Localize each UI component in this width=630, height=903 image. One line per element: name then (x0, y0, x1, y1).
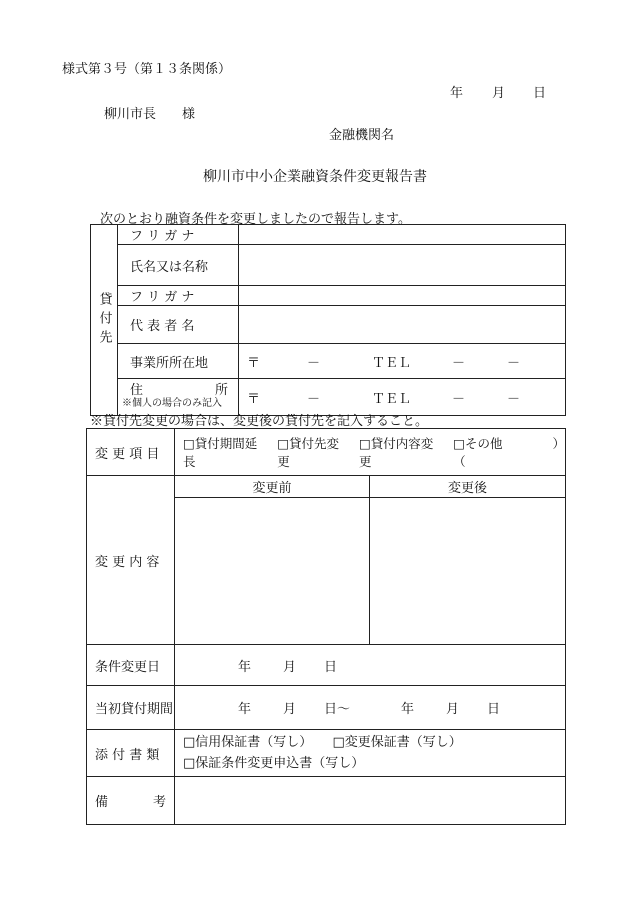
document-title: 柳川市中小企業融資条件変更報告書 (203, 169, 427, 185)
borrower-section-label: 貸付先 (91, 225, 118, 416)
representative-label: 代 表 者 名 (118, 306, 239, 344)
home-address-field[interactable]: 〒 － ＴＥＬ － － (239, 379, 566, 416)
remarks-field[interactable] (175, 777, 566, 825)
representative-field[interactable] (239, 306, 566, 344)
office-address-label: 事業所所在地 (118, 344, 239, 379)
option-other[interactable]: □その他（ (453, 436, 503, 469)
borrower-table (90, 224, 566, 416)
attachments-label: 添 付 書 類 (87, 730, 175, 777)
name-label: 氏名又は名称 (118, 245, 239, 286)
change-items-options (175, 429, 566, 476)
attach-change-guarantee[interactable]: □変更保証書（写し） (332, 735, 462, 750)
furigana-label-2: フ リ ガ ナ (118, 286, 239, 306)
addressee: 柳川市長 様 (104, 107, 196, 122)
change-date-field[interactable]: 年 月 日 (175, 645, 566, 686)
date-day-label: 日 (533, 86, 547, 101)
home-note: ※個人の場合のみ記入 (122, 398, 222, 409)
attach-credit-guarantee[interactable]: □信用保証書（写し） (183, 735, 313, 750)
attachments-options (175, 730, 566, 777)
institution-label: 金融機関名 (329, 128, 395, 143)
change-table (86, 428, 566, 825)
furigana-field-1[interactable] (239, 225, 566, 245)
before-header: 変更前 (175, 476, 370, 498)
office-address-field[interactable] (239, 344, 566, 379)
tel-dash-1: － (452, 355, 466, 371)
name-field[interactable] (239, 245, 566, 286)
furigana-label-1: フ リ ガ ナ (118, 225, 239, 245)
remarks-label: 備 考 (87, 777, 175, 825)
borrower-change-note: ※貸付先変更の場合は、変更後の貸付先を記入すること。 (90, 414, 429, 429)
change-items-label: 変 更 項 目 (87, 429, 175, 476)
attach-condition-change-request[interactable]: □保証条件変更申込書（写し） (183, 756, 365, 771)
date-month-label: 月 (492, 86, 506, 101)
intro-text: 次のとおり融資条件を変更しましたので報告します。 (100, 212, 411, 227)
option-other-close: ） (552, 436, 566, 451)
option-content-change[interactable]: □貸付内容変更 (358, 436, 434, 469)
after-field[interactable] (370, 498, 566, 645)
change-content-label: 変 更 内 容 (87, 476, 175, 645)
option-period-extension[interactable]: □貸付期間延長 (183, 436, 258, 469)
home-address-label: 住 所 ※個人の場合のみ記入 (118, 379, 239, 416)
initial-period-field[interactable]: 年 月 日～ 年 月 日 (175, 686, 566, 730)
furigana-field-2[interactable] (239, 286, 566, 306)
form-number: 様式第３号（第１３条関係） (62, 62, 232, 77)
after-header: 変更後 (370, 476, 566, 498)
postal-mark: 〒 (247, 355, 261, 371)
change-date-label: 条件変更日 (87, 645, 175, 686)
tel-label: ＴＥＬ (372, 355, 412, 371)
initial-period-label: 当初貸付期間 (87, 686, 175, 730)
option-borrower-change[interactable]: □貸付先変更 (277, 436, 339, 469)
tel-dash-2: － (507, 355, 521, 371)
postal-dash: － (307, 355, 321, 371)
date-year-label: 年 (450, 86, 464, 101)
before-field[interactable] (175, 498, 370, 645)
